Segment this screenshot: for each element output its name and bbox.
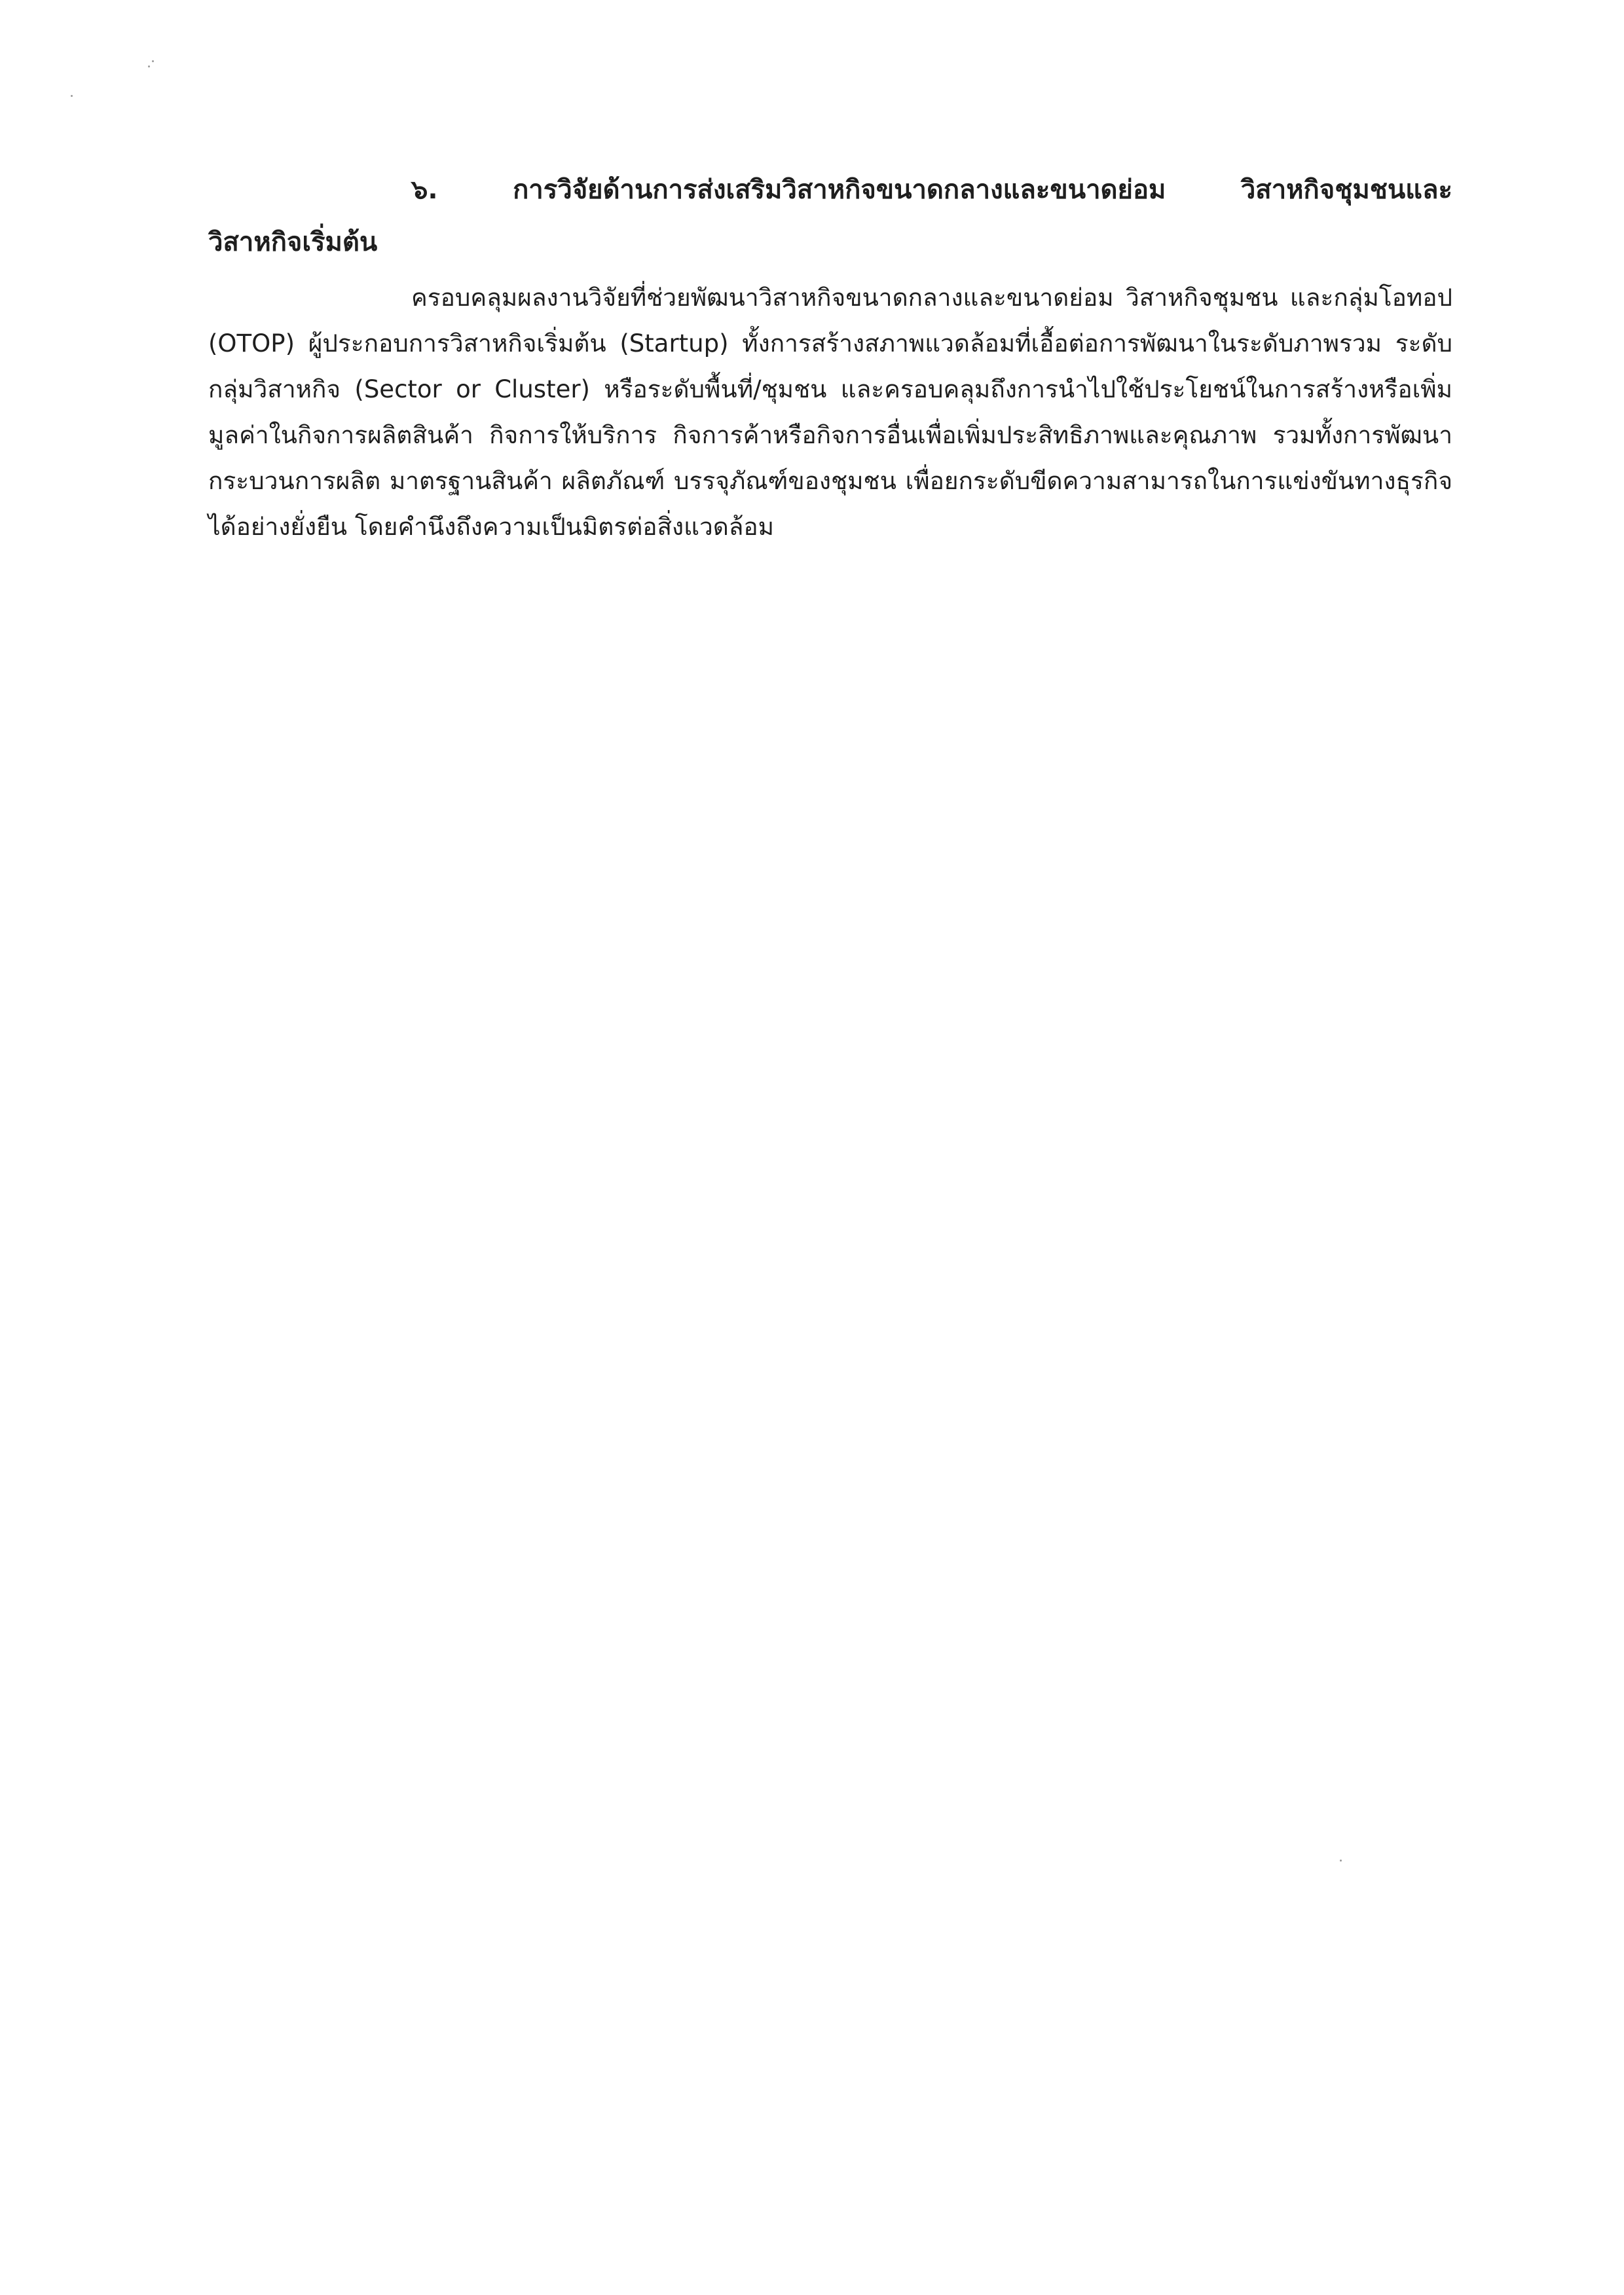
scan-speck	[152, 60, 154, 62]
scan-speck	[71, 95, 73, 97]
section-heading-line-2: วิสาหกิจเริ่มต้น	[208, 227, 378, 257]
section-heading	[208, 164, 1452, 268]
scan-speck	[1340, 1860, 1342, 1862]
section-heading-line-1: ๖. การวิจัยด้านการส่งเสริมวิสาหกิจขนาดกลางและขนาดย่อม วิสาหกิจชุมชนและ	[411, 175, 1452, 205]
scan-speck	[148, 65, 150, 67]
section-paragraph: ครอบคลุมผลงานวิจัยที่ช่วยพัฒนาวิสาหกิจขนาดกลางและขนาดย่อม วิสาหกิจชุมชน และกลุ่มโอทอป (OTOP) ผู้ประกอบการวิสาหกิจเริ่มต้น (Startup) ทั้งการสร้างสภาพแวดล้อมที่เอื้อต่อการพัฒนาในระดับภาพรวม ระดับกลุ่มวิสาหกิจ (Sector or Cluster) หรือระดับพื้นที่/ชุมชน และครอบคลุมถึงการนำไปใช้ประโยชน์ในการสร้างหรือเพิ่มมูลค่าในกิจการผลิตสินค้า กิจการให้บริการ กิจการค้าหรือกิจการอื่นเพื่อเพิ่มประสิทธิภาพและคุณภาพ รวมทั้งการพัฒนากระบวนการผลิต มาตรฐานสินค้า ผลิตภัณฑ์ บรรจุภัณฑ์ของชุมชน เพื่อยกระดับขีดความสามารถในการแข่งขันทางธุรกิจได้อย่างยั่งยืน โดยคำนึงถึงความเป็นมิตรต่อสิ่งแวดล้อม	[208, 284, 1452, 541]
document-content	[208, 164, 1452, 550]
